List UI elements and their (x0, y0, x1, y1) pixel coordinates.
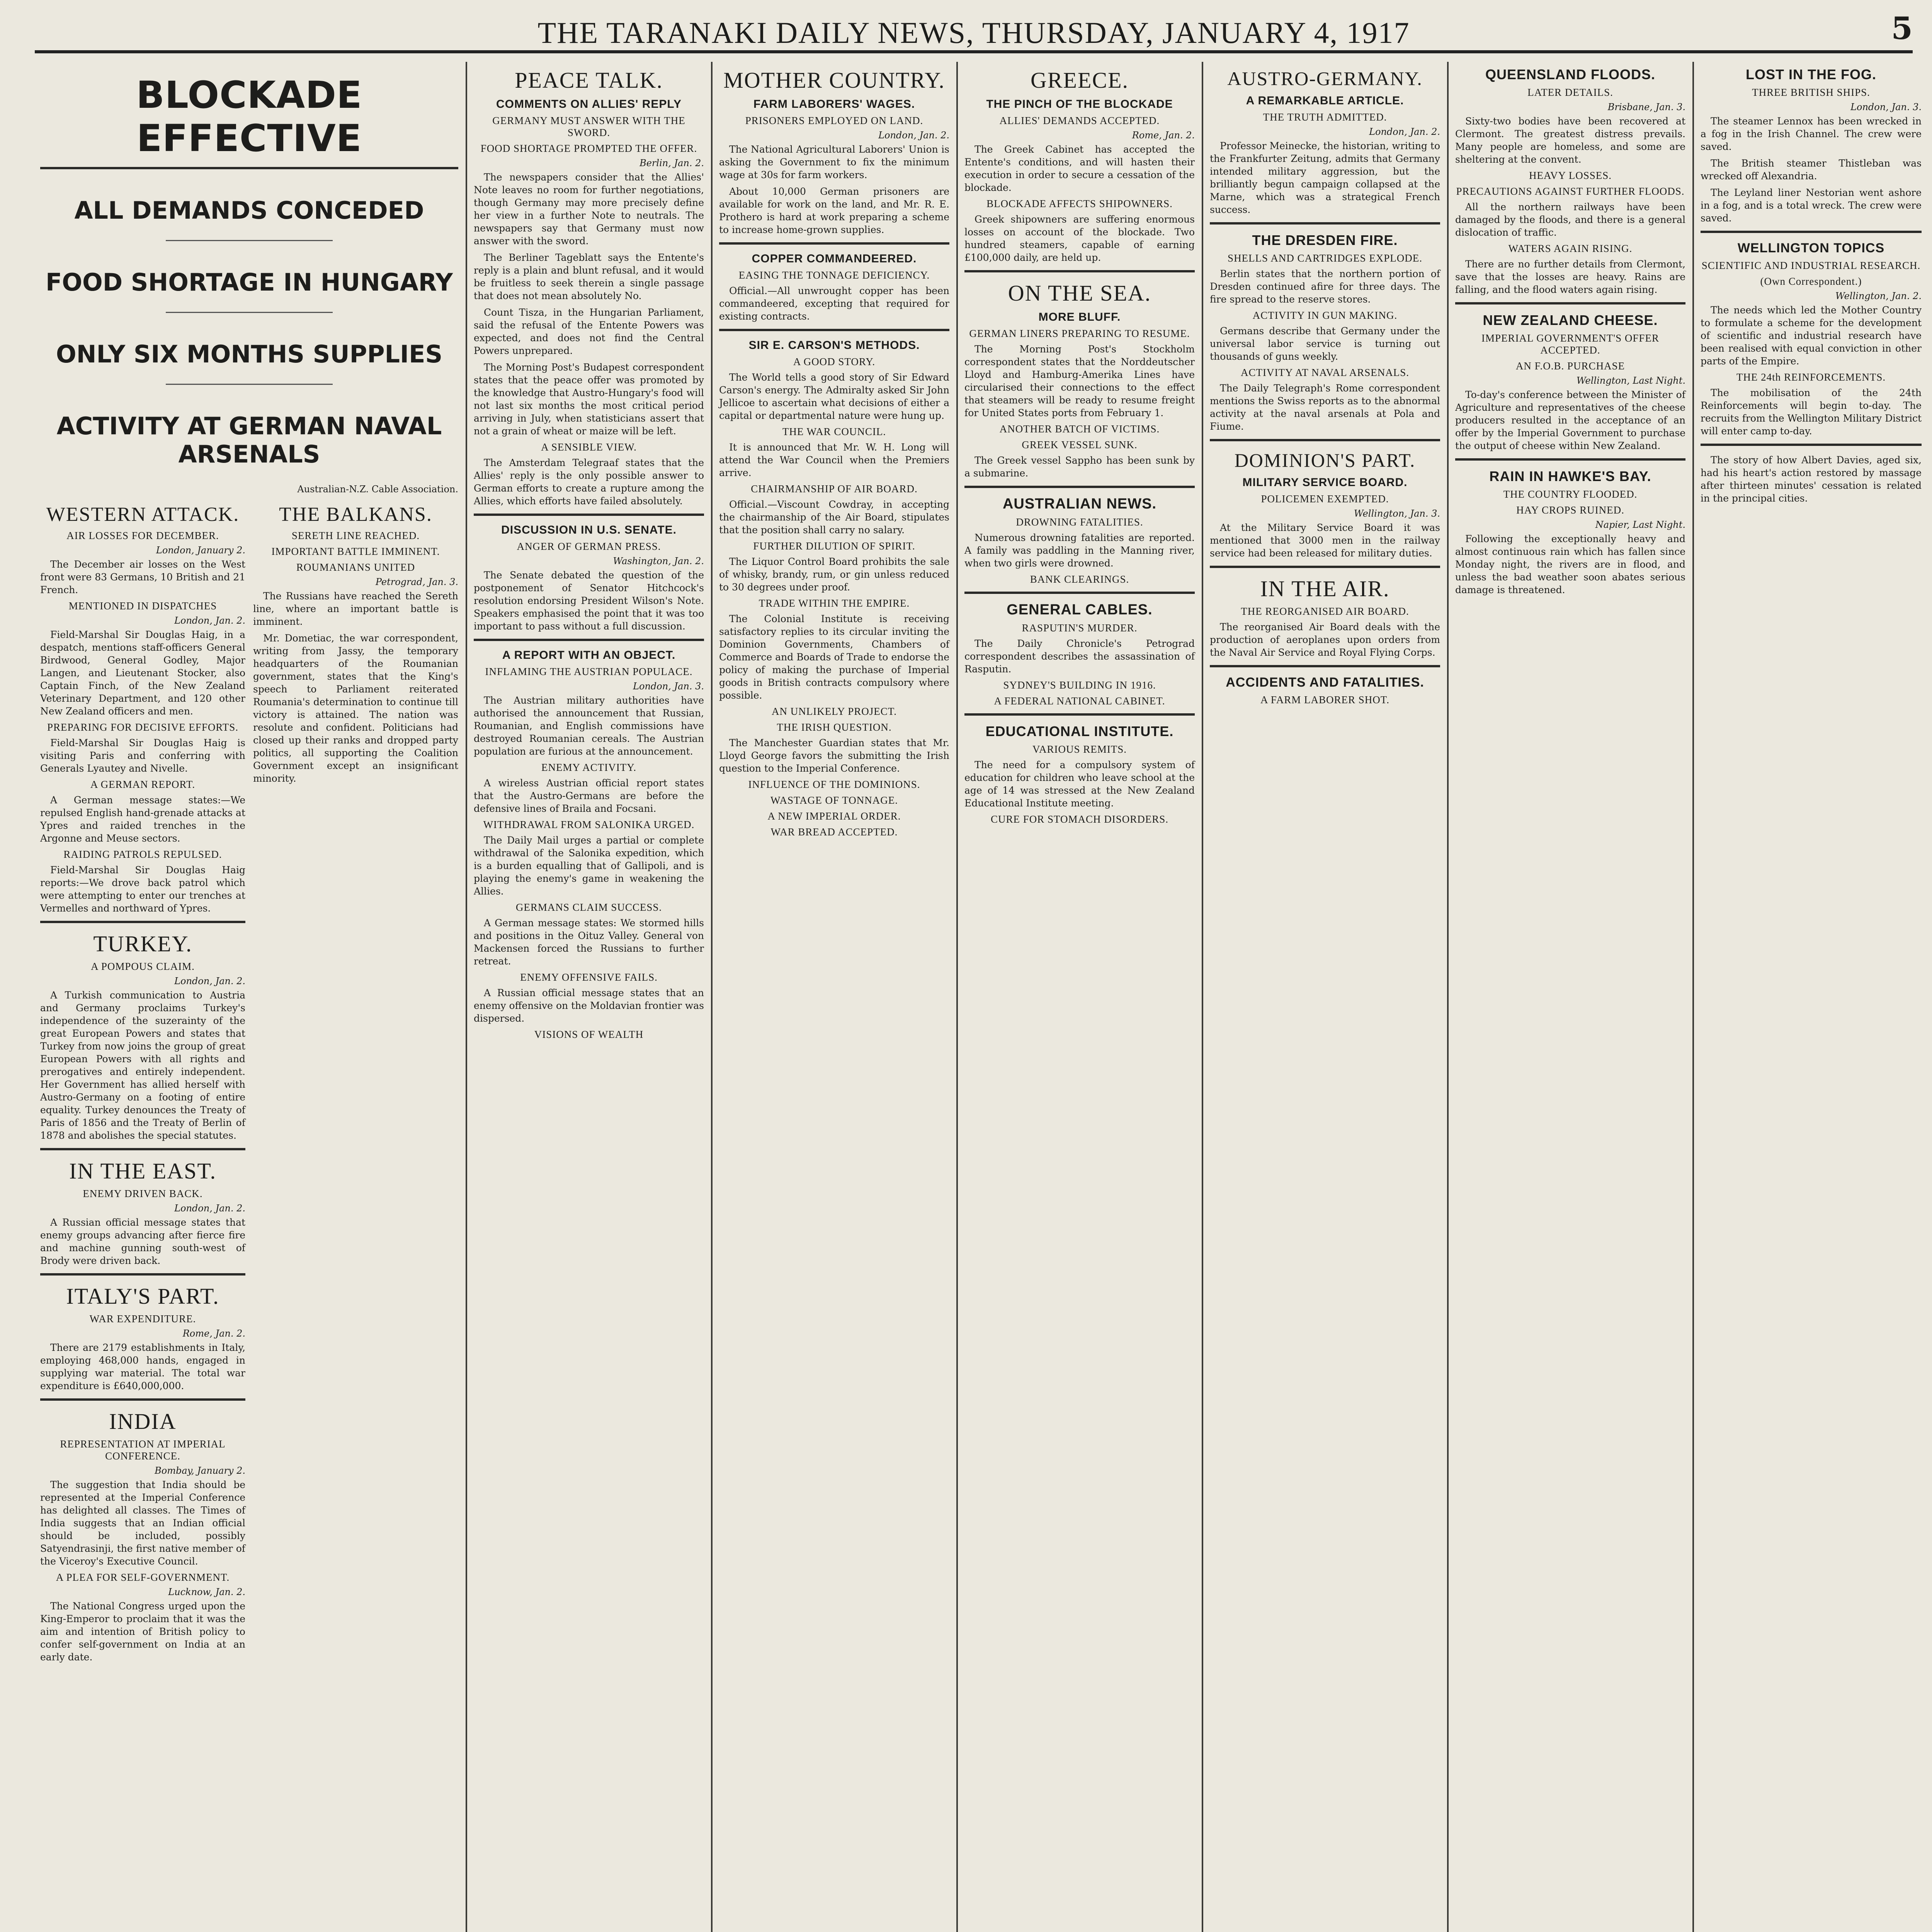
section-title: ACCIDENTS AND FATALITIES. (1226, 675, 1424, 690)
section-title: GENERAL CABLES. (1007, 602, 1153, 618)
divider (1210, 439, 1440, 441)
subhead: FOOD SHORTAGE PROMPTED THE OFFER. (480, 143, 697, 154)
subhead: ANGER OF GERMAN PRESS. (517, 541, 661, 552)
subhead: (Own Correspondent.) (1760, 276, 1862, 287)
subhead: WASTAGE OF TONNAGE. (770, 794, 898, 806)
article-text: The Colonial Institute is receiving satisfactory replies to its circular inviting the Dominion Governments, Chambers of Commerce and Boards of Trade to endorse the policy of making the purchase of Imperial goods in British contracts compulsory where possible. (719, 613, 949, 701)
subhead: A SENSIBLE VIEW. (541, 441, 637, 453)
article-text: The Morning Post's Stockholm correspondent states that the Norddeutscher Lloyd and Hamburg-Amerika Lines have circularised their connections to the effect that steamers will be ready to resume freight for United States ports from February 1. (964, 344, 1195, 418)
dateline: London, Jan. 3. (1850, 102, 1922, 112)
dateline: London, January 2. (156, 545, 245, 556)
divider (964, 486, 1195, 488)
subhead: A NEW IMPERIAL ORDER. (767, 810, 901, 822)
dateline: London, Jan. 2. (174, 1203, 245, 1214)
lead-section (35, 62, 464, 1932)
article-text: All the northern railways have been damaged by the floods, and there is a general dislocation of traffic. (1455, 201, 1685, 238)
subhead: THE PINCH OF THE BLOCKADE (986, 98, 1173, 111)
subhead: AN UNLIKELY PROJECT. (771, 706, 897, 717)
article-text: The Daily Chronicle's Petrograd correspondent describes the assassination of Rasputin. (964, 638, 1195, 675)
divider (40, 1148, 245, 1150)
divider (166, 384, 333, 385)
subhead: A PLEA FOR SELF-GOVERNMENT. (56, 1571, 230, 1583)
subhead: ENEMY DRIVEN BACK. (83, 1188, 203, 1199)
subhead: PREPARING FOR DECISIVE EFFORTS. (47, 721, 238, 733)
section-title: THE BALKANS. (279, 503, 432, 526)
subhead: BLOCKADE AFFECTS SHIPOWNERS. (986, 198, 1173, 209)
subhead: THE REORGANISED AIR BOARD. (1241, 605, 1409, 617)
column-greece (959, 62, 1200, 1932)
subhead: A REMARKABLE ARTICLE. (1246, 94, 1404, 107)
subhead: DROWNING FATALITIES. (1016, 516, 1143, 528)
section-title: NEW ZEALAND CHEESE. (1483, 312, 1658, 328)
column-rule (1447, 62, 1449, 1932)
subhead: AN F.O.B. PURCHASE (1515, 360, 1625, 372)
section-title: COPPER COMMANDEERED. (752, 252, 917, 265)
subhead: MENTIONED IN DISPATCHES (68, 600, 217, 612)
subhead: IMPERIAL GOVERNMENT'S OFFER ACCEPTED. (1481, 332, 1659, 356)
article-text: The Manchester Guardian states that Mr. Lloyd George favors the submitting the Irish question to the Imperial Conference. (719, 737, 949, 774)
subhead: GERMANY MUST ANSWER WITH THE SWORD. (492, 115, 685, 138)
subhead: THE WAR COUNCIL. (782, 426, 886, 437)
article-text: The December air losses on the West front were 83 Germans, 10 British and 21 French. (40, 559, 245, 595)
article-text: The Liquor Control Board prohibits the sale of whisky, brandy, rum, or gin unless reduced to 30 degrees under proof. (719, 556, 949, 593)
lead-right-column (253, 498, 458, 1667)
article-text: The World tells a good story of Sir Edward Carson's energy. The Admiralty asked Sir John Jellicoe to ascertain what decisions of either a capital or departmental nature were hung up. (719, 372, 949, 421)
subhead: GERMANS CLAIM SUCCESS. (515, 901, 662, 913)
article-text: The Senate debated the question of the postponement of Senator Hitchcock's resolution endorsing President Wilson's Note. Speakers emphasised the point that it was too important to pass without a full discussion. (474, 570, 704, 632)
subhead: GERMAN LINERS PREPARING TO RESUME. (969, 328, 1190, 339)
subhead: WATERS AGAIN RISING. (1508, 243, 1633, 254)
dateline: Napier, Last Night. (1595, 519, 1685, 530)
section-title: QUEENSLAND FLOODS. (1485, 66, 1655, 82)
section-title: DOMINION'S PART. (1234, 449, 1416, 471)
article-text: Field-Marshal Sir Douglas Haig reports:—We drove back patrol which were attempting to enter our trenches at Vermelles and northward of Ypres. (40, 864, 245, 914)
article-text: The needs which led the Mother Country to formulate a scheme for the development of scientific and industrial research have been realised with equal conviction in other parts of the Empire. (1701, 304, 1922, 367)
subhead: FURTHER DILUTION OF SPIRIT. (753, 540, 915, 552)
subhead: POLICEMEN EXEMPTED. (1261, 493, 1389, 505)
subhead: MORE BLUFF. (1038, 311, 1121, 323)
article-text: The reorganised Air Board deals with the production of aeroplanes upon orders from the Naval Air Service and Royal Flying Corps. (1210, 621, 1440, 658)
subhead: VISIONS OF WEALTH (534, 1029, 644, 1040)
section-title: RAIN IN HAWKE'S BAY. (1489, 468, 1651, 484)
divider (719, 329, 949, 331)
column-peace-talk (468, 62, 709, 1932)
column-rule (1202, 62, 1203, 1932)
section-title: GREECE. (1030, 68, 1129, 93)
article-text: The National Congress urged upon the King-Emperor to proclaim that it was the aim and intention of British policy to confer self-government on India at an early date. (40, 1600, 245, 1663)
article-text: Sixty-two bodies have been recovered at Clermont. The greatest distress prevails. Many people are homeless, and some are sheltering at the convent. (1455, 116, 1685, 165)
divider (964, 270, 1195, 272)
divider (166, 240, 333, 241)
section-title: PEACE TALK. (515, 68, 663, 93)
article-text: Numerous drowning fatalities are reported. A family was paddling in the Manning river, when two girls were drowned. (964, 532, 1195, 569)
article-text: A Turkish communication to Austria and Germany proclaims Turkey's independence of the suzerainty of the great European Powers and states that Turkey from now joins the group of great European Powers with all rights and prerogatives and entirely independent. Her Government has allied herself with Austro-Germany on a footing of entire equality. Turkey denounces the Treaty of Paris of 1856 and the Treaty of Berlin of 1878 and abolishes the special statutes. (40, 990, 245, 1141)
subhead: EASING THE TONNAGE DEFICIENCY. (738, 269, 930, 281)
divider (40, 167, 458, 169)
article-text: The story of how Albert Davies, aged six, had his heart's action restored by massage after thirteen minutes' cessation is related in the principal cities. (1701, 454, 1922, 504)
article-text: About 10,000 German prisoners are available for work on the land, and Mr. R. E. Prothero is hard at work preparing a scheme to increase home-grown supplies. (719, 186, 949, 235)
divider (166, 312, 333, 313)
subhead: PRISONERS EMPLOYED ON LAND. (745, 115, 923, 126)
column-lost-in-fog (1695, 62, 1927, 1932)
page-number: 5 (1891, 10, 1913, 46)
subhead: A FEDERAL NATIONAL CABINET. (994, 695, 1165, 707)
column-queensland-floods (1450, 62, 1691, 1932)
masthead (35, 10, 1913, 53)
article-text: Official.—All unwrought copper has been commandeered, excepting that required for existing contracts. (719, 285, 949, 322)
section-title: ON THE SEA. (1008, 281, 1151, 306)
article-text: Germans describe that Germany under the universal labor service is turning out thousands of guns weekly. (1210, 325, 1440, 362)
article-text: The Greek vessel Sappho has been sunk by a submarine. (964, 455, 1195, 479)
dateline: Wellington, Jan. 3. (1354, 508, 1440, 519)
divider (1210, 222, 1440, 224)
dateline: Washington, Jan. 2. (613, 556, 704, 566)
subhead: RAIDING PATROLS REPULSED. (63, 849, 222, 860)
column-rule (956, 62, 958, 1932)
article-text: The suggestion that India should be represented at the Imperial Conference has delighted all classes. The Times of India suggests that an Indian official should be included, possibly Satyendrasinji, the first native member of the Viceroy's Executive Council. (40, 1479, 245, 1567)
article-text: A wireless Austrian official report states that the Austro-Germans are before the defensive lines of Braila and Focsani. (474, 777, 704, 814)
article-text: At the Military Service Board it was mentioned that 3000 men in the railway service had been released for military duties. (1210, 522, 1440, 559)
article-text: The Greek Cabinet has accepted the Entente's conditions, and will hasten their execution in order to secure a cessation of the blockade. (964, 144, 1195, 193)
article-text: The Russians have reached the Sereth line, where an important battle is imminent. (253, 590, 458, 627)
article-text: The Amsterdam Telegraaf states that the Allies' reply is the only possible answer to German efforts to create a rupture among the Allies, which efforts have failed absolutely. (474, 457, 704, 507)
subhead: ACTIVITY IN GUN MAKING. (1252, 310, 1398, 321)
article-text: The British steamer Thistleban was wrecked off Alexandria. (1701, 158, 1922, 182)
article-text: A German message states: We stormed hills and positions in the Oituz Valley. General von Mackensen forced the Russians to further retreat. (474, 917, 704, 967)
subhead: ACTIVITY AT NAVAL ARSENALS. (1240, 367, 1410, 378)
dateline: London, Jan. 2. (878, 130, 949, 141)
section-title: A REPORT WITH AN OBJECT. (502, 649, 676, 662)
article-text: A Russian official message states that enemy groups advancing after fierce fire and machine gunning south-west of Brody were driven back. (40, 1217, 245, 1266)
divider (40, 1398, 245, 1401)
article-text: Mr. Dometiac, the war correspondent, writing from Jassy, the temporary headquarters of the Roumanian government, states that the King's speech to Parliament reiterated Roumania's determination to continue till victory is attained. The nation was resolute and confident. Politicians had closed up their ranks and dropped party politics, all supporting the Coalition Government except an insignificant minority. (253, 633, 458, 784)
subhead: HAY CROPS RUINED. (1516, 504, 1624, 516)
lead-subhead: ONLY SIX MONTHS SUPPLIES (56, 340, 443, 368)
subhead: FARM LABORERS' WAGES. (753, 98, 915, 111)
subhead: COMMENTS ON ALLIES' REPLY (496, 98, 682, 111)
section-title: DISCUSSION IN U.S. SENATE. (501, 524, 677, 536)
lead-subhead: ACTIVITY AT GERMAN NAVAL ARSENALS (56, 412, 442, 468)
dateline: London, Jan. 2. (174, 615, 245, 626)
article-text: The steamer Lennox has been wrecked in a fog in the Irish Channel. The crew were saved. (1701, 116, 1922, 152)
subhead: IMPORTANT BATTLE IMMINENT. (271, 546, 440, 557)
dateline: Lucknow, Jan. 2. (168, 1587, 245, 1597)
article-text: Count Tisza, in the Hungarian Parliament, said the refusal of the Entente Powers was expected, and does not find the Central Powers unprepared. (474, 307, 704, 356)
divider (964, 713, 1195, 716)
dateline: Wellington, Last Night. (1576, 375, 1685, 386)
article-text: A German message states:—We repulsed English hand-grenade attacks at Ypres and raided trenches in the Argonne and Meuse sectors. (40, 794, 245, 844)
subhead: MILITARY SERVICE BOARD. (1242, 476, 1408, 489)
subhead: VARIOUS REMITS. (1032, 743, 1127, 755)
column-rule (466, 62, 467, 1932)
dateline: Rome, Jan. 2. (1132, 130, 1195, 141)
subhead: WITHDRAWAL FROM SALONIKA URGED. (483, 819, 695, 830)
article-text: The newspapers consider that the Allies' Note leaves no room for further negotiations, though Germany may more precisely define her view in a further Note to neutrals. The newspapers say that Germany must now answer with the sword. (474, 172, 704, 247)
subhead: A POMPOUS CLAIM. (91, 961, 195, 972)
article-text: There are no further details from Clermont, save that the losses are heavy. Rains are falling, and the flood waters again rising. (1455, 259, 1685, 295)
article-text: Official.—Viscount Cowdray, in accepting the chairmanship of the Air Board, stipulates that the position shall carry no salary. (719, 499, 949, 536)
subhead: ANOTHER BATCH OF VICTIMS. (999, 423, 1160, 435)
lead-subhead: ALL DEMANDS CONCEDED (74, 196, 424, 224)
article-text: The National Agricultural Laborers' Union is asking the Government to fix the minimum wage at 30s for farm workers. (719, 144, 949, 180)
divider (1701, 231, 1922, 233)
divider (474, 514, 704, 516)
subhead: GREEK VESSEL SUNK. (1022, 439, 1138, 451)
dateline: Wellington, Jan. 2. (1835, 291, 1922, 301)
subhead: LATER DETAILS. (1527, 87, 1613, 98)
section-title: AUSTRO-GERMANY. (1227, 68, 1423, 89)
article-text: Berlin states that the northern portion of Dresden continued afire for three days. The fire spread to the reserve stores. (1210, 268, 1440, 305)
article-text: Greek shipowners are suffering enormous losses on account of the blockade. Two hundred steamers, capable of earning £100,000 daily, are held up. (964, 214, 1195, 263)
subhead: A FARM LABORER SHOT. (1260, 694, 1390, 706)
lead-headline: BLOCKADE EFFECTIVE (136, 73, 362, 160)
article-text: The Daily Telegraph's Rome correspondent mentions the Swiss reports as to the abnormal activity at the naval arsenals at Pola and Fiume. (1210, 383, 1440, 432)
column-rule (1692, 62, 1694, 1932)
article-text: The Daily Mail urges a partial or complete withdrawal of the Salonika expedition, which is a burden equalling that of Gallipoli, and is playing the enemy's game in weakening the Allies. (474, 835, 704, 897)
subhead: ROUMANIANS UNITED (296, 561, 415, 573)
subhead: THE COUNTRY FLOODED. (1503, 488, 1638, 500)
section-title: LOST IN THE FOG. (1746, 66, 1876, 82)
article-text: Professor Meinecke, the historian, writing to the Frankfurter Zeitung, admits that Germany intended military aggression, but the brilliantly begun campaign collapsed at the Marne, which was a strategical French success. (1210, 140, 1440, 215)
article-text: The Berliner Tageblatt says the Entente's reply is a plain and blunt refusal, and it would be fruitless to seek therein a single passage that does not mean absolutely No. (474, 252, 704, 301)
lead-columns (40, 498, 458, 1667)
subhead: PRECAUTIONS AGAINST FURTHER FLOODS. (1456, 185, 1685, 197)
article-text: Field-Marshal Sir Douglas Haig, in a despatch, mentions staff-officers General Birdwood, General Godley, Major Langen, and Lieutenant Stocker, also Captain Finch, of the New Zealand Veterinary Department, and 120 other New Zealand officers and men. (40, 629, 245, 717)
dateline: Petrograd, Jan. 3. (375, 577, 458, 587)
dateline: Berlin, Jan. 2. (639, 158, 704, 168)
subhead: SCIENTIFIC AND INDUSTRIAL RESEARCH. (1701, 260, 1921, 271)
dateline: Brisbane, Jan. 3. (1607, 102, 1685, 112)
cable-credit: Australian-N.Z. Cable Association. (297, 484, 458, 495)
subhead: WAR EXPENDITURE. (89, 1313, 196, 1325)
section-title: EDUCATIONAL INSTITUTE. (985, 723, 1174, 739)
article-text: Following the exceptionally heavy and almost continuous rain which has fallen since Monday night, the rivers are in flood, and unless the bad weather soon abates serious damage is threatened. (1455, 533, 1685, 595)
article-text: The Austrian military authorities have authorised the announcement that Russian, Roumanian, and English commissions have destroyed Roumanian cereals. The Austrian population are furious at the announcement. (474, 695, 704, 757)
article-text: Field-Marshal Sir Douglas Haig is visiting Paris and conferring with Generals Lyautey and Nivelle. (40, 737, 245, 774)
dateline: London, Jan. 2. (1369, 126, 1440, 137)
divider (474, 639, 704, 641)
article-text: There are 2179 establishments in Italy, employing 468,000 hands, engaged in supplying war material. The total war expenditure is £640,000,000. (40, 1342, 245, 1391)
section-title: SIR E. CARSON'S METHODS. (748, 339, 920, 352)
dateline: Rome, Jan. 2. (182, 1328, 245, 1339)
section-title: AUSTRALIAN NEWS. (1002, 496, 1157, 512)
subhead: A GERMAN REPORT. (90, 779, 196, 790)
divider (964, 592, 1195, 594)
subhead: INFLAMING THE AUSTRIAN POPULACE. (485, 666, 693, 677)
subhead: CURE FOR STOMACH DISORDERS. (990, 813, 1169, 825)
article-text: A Russian official message states that an enemy offensive on the Moldavian frontier was dispersed. (474, 987, 704, 1024)
divider (40, 921, 245, 923)
dateline: London, Jan. 2. (174, 976, 245, 986)
article-text: The Leyland liner Nestorian went ashore in a fog, and is a total wreck. The crew were saved. (1701, 187, 1922, 224)
subhead: THE IRISH QUESTION. (777, 721, 892, 733)
divider (719, 242, 949, 245)
column-rule (711, 62, 713, 1932)
divider (1455, 458, 1685, 461)
subhead: AIR LOSSES FOR DECEMBER. (66, 530, 219, 541)
subhead: THE 24th REINFORCEMENTS. (1736, 371, 1886, 383)
article-text: The mobilisation of the 24th Reinforcements will begin to-day. The recruits from the Wellington Military District will enter camp to-day. (1701, 387, 1922, 437)
subhead: REPRESENTATION AT IMPERIAL CONFERENCE. (60, 1438, 226, 1462)
divider (1455, 302, 1685, 304)
subhead: SYDNEY'S BUILDING IN 1916. (1003, 679, 1156, 691)
divider (1210, 665, 1440, 667)
masthead-title: THE TARANAKI DAILY NEWS, THURSDAY, JANUARY 4, 1917 (537, 16, 1410, 49)
section-title: WESTERN ATTACK. (46, 503, 240, 526)
dateline: London, Jan. 3. (633, 681, 704, 692)
subhead: ALLIES' DEMANDS ACCEPTED. (999, 115, 1160, 126)
subhead: THREE BRITISH SHIPS. (1752, 87, 1870, 98)
divider (40, 1273, 245, 1276)
section-title: MOTHER COUNTRY. (723, 68, 945, 93)
subhead: CHAIRMANSHIP OF AIR BOARD. (751, 483, 918, 495)
lead-left-column (40, 498, 245, 1667)
section-title: IN THE AIR. (1260, 576, 1390, 601)
subhead: TRADE WITHIN THE EMPIRE. (759, 597, 910, 609)
section-title: ITALY'S PART. (66, 1284, 219, 1309)
divider (1701, 444, 1922, 446)
subhead: HEAVY LOSSES. (1529, 170, 1612, 181)
column-austro-germany (1204, 62, 1446, 1932)
subhead: RASPUTIN'S MURDER. (1022, 622, 1138, 634)
subhead: ENEMY OFFENSIVE FAILS. (520, 971, 658, 983)
subhead: THE TRUTH ADMITTED. (1263, 111, 1387, 123)
column-mother-country (714, 62, 955, 1932)
subhead: BANK CLEARINGS. (1030, 573, 1129, 585)
article-text: The need for a compulsory system of education for children who leave school at the age of 14 was stressed at the New Zealand Educational Institute meeting. (964, 759, 1195, 809)
article-text: The Morning Post's Budapest correspondent states that the peace offer was promoted by the knowledge that Austro-Hungary's food will not last six months the most critical period arriving in July, when statisticians assert that not a grain of wheat or maize will be left. (474, 362, 704, 437)
section-title: WELLINGTON TOPICS (1737, 241, 1885, 255)
article-text: It is announced that Mr. W. H. Long will attend the War Council when the Premiers arrive. (719, 442, 949, 478)
section-title: THE DRESDEN FIRE. (1252, 232, 1398, 248)
section-title: INDIA (109, 1409, 177, 1434)
section-title: TURKEY. (93, 931, 192, 956)
subhead: SHELLS AND CARTRIDGES EXPLODE. (1228, 252, 1422, 264)
article-text: To-day's conference between the Minister of Agriculture and representatives of the cheese producers resulted in the acceptance of an offer by the Imperial Government to purchase the output of cheese within New Zealand. (1455, 389, 1685, 451)
subhead: SERETH LINE REACHED. (291, 530, 420, 541)
subhead: WAR BREAD ACCEPTED. (770, 826, 898, 838)
dateline: Bombay, January 2. (155, 1465, 245, 1476)
subhead: INFLUENCE OF THE DOMINIONS. (748, 779, 920, 790)
section-title: IN THE EAST. (69, 1158, 217, 1184)
divider (1210, 566, 1440, 568)
subhead: A GOOD STORY. (793, 356, 876, 367)
subhead: ENEMY ACTIVITY. (541, 762, 636, 773)
lead-subhead: FOOD SHORTAGE IN HUNGARY (45, 268, 453, 296)
